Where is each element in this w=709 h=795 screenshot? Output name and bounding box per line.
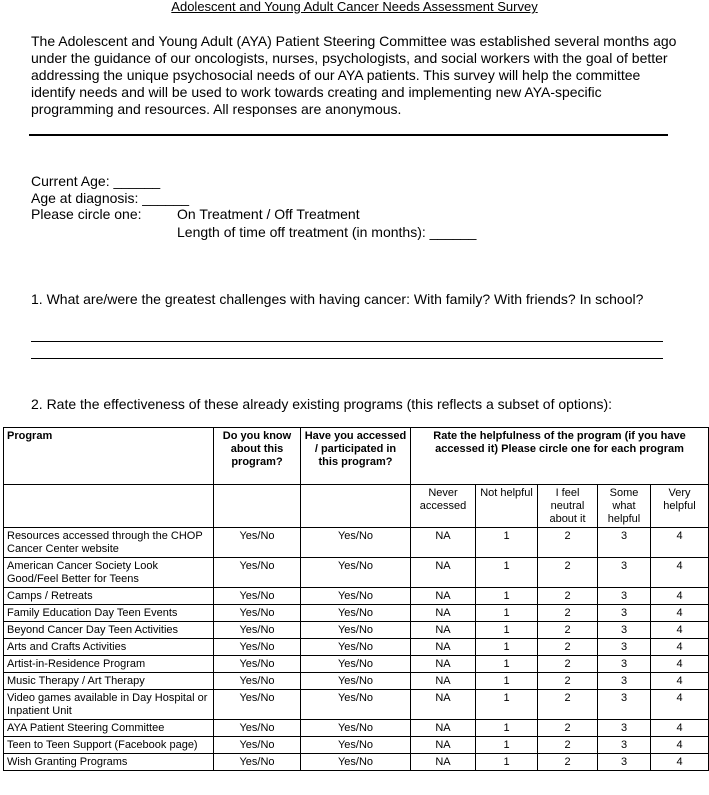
rating-header-never: Never accessed bbox=[411, 485, 476, 528]
accessed-cell[interactable]: Yes/No bbox=[301, 720, 411, 737]
rating-4-cell[interactable]: 4 bbox=[651, 656, 709, 673]
know-cell[interactable]: Yes/No bbox=[214, 605, 301, 622]
program-cell: Beyond Cancer Day Teen Activities bbox=[4, 622, 214, 639]
rating-2-cell[interactable]: 2 bbox=[538, 558, 598, 588]
rating-2-cell[interactable]: 2 bbox=[538, 656, 598, 673]
table-row bbox=[4, 690, 709, 720]
rating-4-cell[interactable]: 4 bbox=[651, 622, 709, 639]
rating-2-cell[interactable]: 2 bbox=[538, 639, 598, 656]
know-cell[interactable]: Yes/No bbox=[214, 690, 301, 720]
rating-na-cell[interactable]: NA bbox=[411, 656, 476, 673]
rating-na-cell[interactable]: NA bbox=[411, 605, 476, 622]
rating-4-cell[interactable]: 4 bbox=[651, 639, 709, 656]
rating-na-cell[interactable]: NA bbox=[411, 754, 476, 771]
accessed-cell[interactable]: Yes/No bbox=[301, 690, 411, 720]
header-know: Do you know about this program? bbox=[214, 428, 301, 485]
current-age-field[interactable]: Current Age: ______ bbox=[31, 173, 161, 189]
rating-2-cell[interactable]: 2 bbox=[538, 622, 598, 639]
know-cell[interactable]: Yes/No bbox=[214, 720, 301, 737]
rating-4-cell[interactable]: 4 bbox=[651, 588, 709, 605]
rating-2-cell[interactable]: 2 bbox=[538, 605, 598, 622]
header-accessed: Have you accessed / participated in this program? bbox=[301, 428, 411, 485]
program-cell: Video games available in Day Hospital or Inpatient Unit bbox=[4, 690, 214, 720]
age-at-diagnosis-field[interactable]: Age at diagnosis: ______ bbox=[31, 190, 190, 206]
rating-3-cell[interactable]: 3 bbox=[598, 528, 651, 558]
know-cell[interactable]: Yes/No bbox=[214, 622, 301, 639]
survey-intro: The Adolescent and Young Adult (AYA) Patient Steering Committee was established several months ago under the guidance of our oncologists, nurses, psychologists, and social workers with the goal of better addressing the unique psychosocial needs of our AYA patients. This survey will help the committee identify needs and will be used to work towards creating and implementing new AYA-specific programming and resources. All responses are anonymous. bbox=[31, 33, 677, 117]
table-row bbox=[4, 720, 709, 737]
table-row bbox=[4, 622, 709, 639]
rating-4-cell[interactable]: 4 bbox=[651, 673, 709, 690]
rating-na-cell[interactable]: NA bbox=[411, 588, 476, 605]
table-row bbox=[4, 656, 709, 673]
rating-2-cell[interactable]: 2 bbox=[538, 754, 598, 771]
table-row bbox=[4, 737, 709, 754]
rating-3-cell[interactable]: 3 bbox=[598, 588, 651, 605]
accessed-cell[interactable]: Yes/No bbox=[301, 622, 411, 639]
rating-1-cell[interactable]: 1 bbox=[476, 605, 538, 622]
know-cell[interactable]: Yes/No bbox=[214, 588, 301, 605]
accessed-cell[interactable]: Yes/No bbox=[301, 639, 411, 656]
rating-1-cell[interactable]: 1 bbox=[476, 528, 538, 558]
rating-3-cell[interactable]: 3 bbox=[598, 639, 651, 656]
accessed-cell[interactable]: Yes/No bbox=[301, 754, 411, 771]
rating-3-cell[interactable]: 3 bbox=[598, 558, 651, 588]
table-row bbox=[4, 605, 709, 622]
table-row bbox=[4, 754, 709, 771]
rating-3-cell[interactable]: 3 bbox=[598, 720, 651, 737]
accessed-cell[interactable]: Yes/No bbox=[301, 528, 411, 558]
rating-3-cell[interactable]: 3 bbox=[598, 605, 651, 622]
rating-4-cell[interactable]: 4 bbox=[651, 528, 709, 558]
rating-header-very: Very helpful bbox=[651, 485, 709, 528]
rating-1-cell[interactable]: 1 bbox=[476, 754, 538, 771]
rating-1-cell[interactable]: 1 bbox=[476, 720, 538, 737]
accessed-cell[interactable]: Yes/No bbox=[301, 605, 411, 622]
table-row bbox=[4, 588, 709, 605]
header-program: Program bbox=[4, 428, 214, 485]
subheader-blank bbox=[301, 485, 411, 528]
rating-3-cell[interactable]: 3 bbox=[598, 656, 651, 673]
program-cell: Music Therapy / Art Therapy bbox=[4, 673, 214, 690]
rating-4-cell[interactable]: 4 bbox=[651, 737, 709, 754]
rating-na-cell[interactable]: NA bbox=[411, 622, 476, 639]
question-2: 2. Rate the effectiveness of these already existing programs (this reflects a subset of options): bbox=[31, 396, 613, 412]
program-cell: Family Education Day Teen Events bbox=[4, 605, 214, 622]
rating-na-cell[interactable]: NA bbox=[411, 558, 476, 588]
rating-na-cell[interactable]: NA bbox=[411, 737, 476, 754]
subheader-blank bbox=[4, 485, 214, 528]
rating-4-cell[interactable]: 4 bbox=[651, 690, 709, 720]
treatment-status-options[interactable]: On Treatment / Off Treatment bbox=[177, 206, 360, 222]
rating-1-cell[interactable]: 1 bbox=[476, 622, 538, 639]
rating-4-cell[interactable]: 4 bbox=[651, 558, 709, 588]
rating-na-cell[interactable]: NA bbox=[411, 690, 476, 720]
rating-1-cell[interactable]: 1 bbox=[476, 588, 538, 605]
rating-1-cell[interactable]: 1 bbox=[476, 690, 538, 720]
rating-na-cell[interactable]: NA bbox=[411, 639, 476, 656]
program-cell: Resources accessed through the CHOP Cancer Center website bbox=[4, 528, 214, 558]
accessed-cell[interactable]: Yes/No bbox=[301, 656, 411, 673]
rating-2-cell[interactable]: 2 bbox=[538, 588, 598, 605]
answer-line[interactable] bbox=[31, 341, 663, 342]
rating-2-cell[interactable]: 2 bbox=[538, 528, 598, 558]
rating-3-cell[interactable]: 3 bbox=[598, 622, 651, 639]
rating-na-cell[interactable]: NA bbox=[411, 528, 476, 558]
rating-4-cell[interactable]: 4 bbox=[651, 754, 709, 771]
know-cell[interactable]: Yes/No bbox=[214, 737, 301, 754]
programs-rating-table bbox=[3, 427, 709, 771]
know-cell[interactable]: Yes/No bbox=[214, 528, 301, 558]
table-row bbox=[4, 528, 709, 558]
know-cell[interactable]: Yes/No bbox=[214, 754, 301, 771]
rating-1-cell[interactable]: 1 bbox=[476, 737, 538, 754]
rating-1-cell[interactable]: 1 bbox=[476, 673, 538, 690]
rating-3-cell[interactable]: 3 bbox=[598, 690, 651, 720]
program-cell: AYA Patient Steering Committee bbox=[4, 720, 214, 737]
rating-3-cell[interactable]: 3 bbox=[598, 754, 651, 771]
time-off-treatment-field[interactable]: Length of time off treatment (in months): ______ bbox=[177, 224, 477, 240]
know-cell[interactable]: Yes/No bbox=[214, 639, 301, 656]
rating-header-neutral: I feel neutral about it bbox=[538, 485, 598, 528]
know-cell[interactable]: Yes/No bbox=[214, 673, 301, 690]
rating-na-cell[interactable]: NA bbox=[411, 673, 476, 690]
rating-2-cell[interactable]: 2 bbox=[538, 720, 598, 737]
accessed-cell[interactable]: Yes/No bbox=[301, 737, 411, 754]
rating-3-cell[interactable]: 3 bbox=[598, 737, 651, 754]
subheader-blank bbox=[214, 485, 301, 528]
table-row bbox=[4, 673, 709, 690]
rating-2-cell[interactable]: 2 bbox=[538, 690, 598, 720]
rating-4-cell[interactable]: 4 bbox=[651, 720, 709, 737]
table-row bbox=[4, 558, 709, 588]
rating-1-cell[interactable]: 1 bbox=[476, 639, 538, 656]
know-cell[interactable]: Yes/No bbox=[214, 558, 301, 588]
question-1: 1. What are/were the greatest challenges with having cancer: With family? With friends? In school? bbox=[31, 291, 644, 307]
survey-title: Adolescent and Young Adult Cancer Needs Assessment Survey bbox=[171, 0, 538, 14]
accessed-cell[interactable]: Yes/No bbox=[301, 588, 411, 605]
know-cell[interactable]: Yes/No bbox=[214, 656, 301, 673]
rating-1-cell[interactable]: 1 bbox=[476, 656, 538, 673]
rating-header-somewhat: Some what helpful bbox=[598, 485, 651, 528]
program-cell: Camps / Retreats bbox=[4, 588, 214, 605]
program-cell: Wish Granting Programs bbox=[4, 754, 214, 771]
circle-label: Please circle one: bbox=[31, 206, 142, 222]
program-cell: American Cancer Society Look Good/Feel Better for Teens bbox=[4, 558, 214, 588]
rating-4-cell[interactable]: 4 bbox=[651, 605, 709, 622]
section-divider bbox=[29, 134, 668, 136]
rating-header-not-helpful: Not helpful bbox=[476, 485, 538, 528]
rating-2-cell[interactable]: 2 bbox=[538, 737, 598, 754]
program-cell: Artist-in-Residence Program bbox=[4, 656, 214, 673]
program-cell: Teen to Teen Support (Facebook page) bbox=[4, 737, 214, 754]
header-rate: Rate the helpfulness of the program (if you have accessed it) Please circle one for each program bbox=[411, 428, 709, 485]
answer-line[interactable] bbox=[31, 358, 663, 359]
rating-na-cell[interactable]: NA bbox=[411, 720, 476, 737]
rating-2-cell[interactable]: 2 bbox=[538, 673, 598, 690]
program-cell: Arts and Crafts Activities bbox=[4, 639, 214, 656]
rating-1-cell[interactable]: 1 bbox=[476, 558, 538, 588]
accessed-cell[interactable]: Yes/No bbox=[301, 673, 411, 690]
rating-3-cell[interactable]: 3 bbox=[598, 673, 651, 690]
table-row bbox=[4, 639, 709, 656]
accessed-cell[interactable]: Yes/No bbox=[301, 558, 411, 588]
